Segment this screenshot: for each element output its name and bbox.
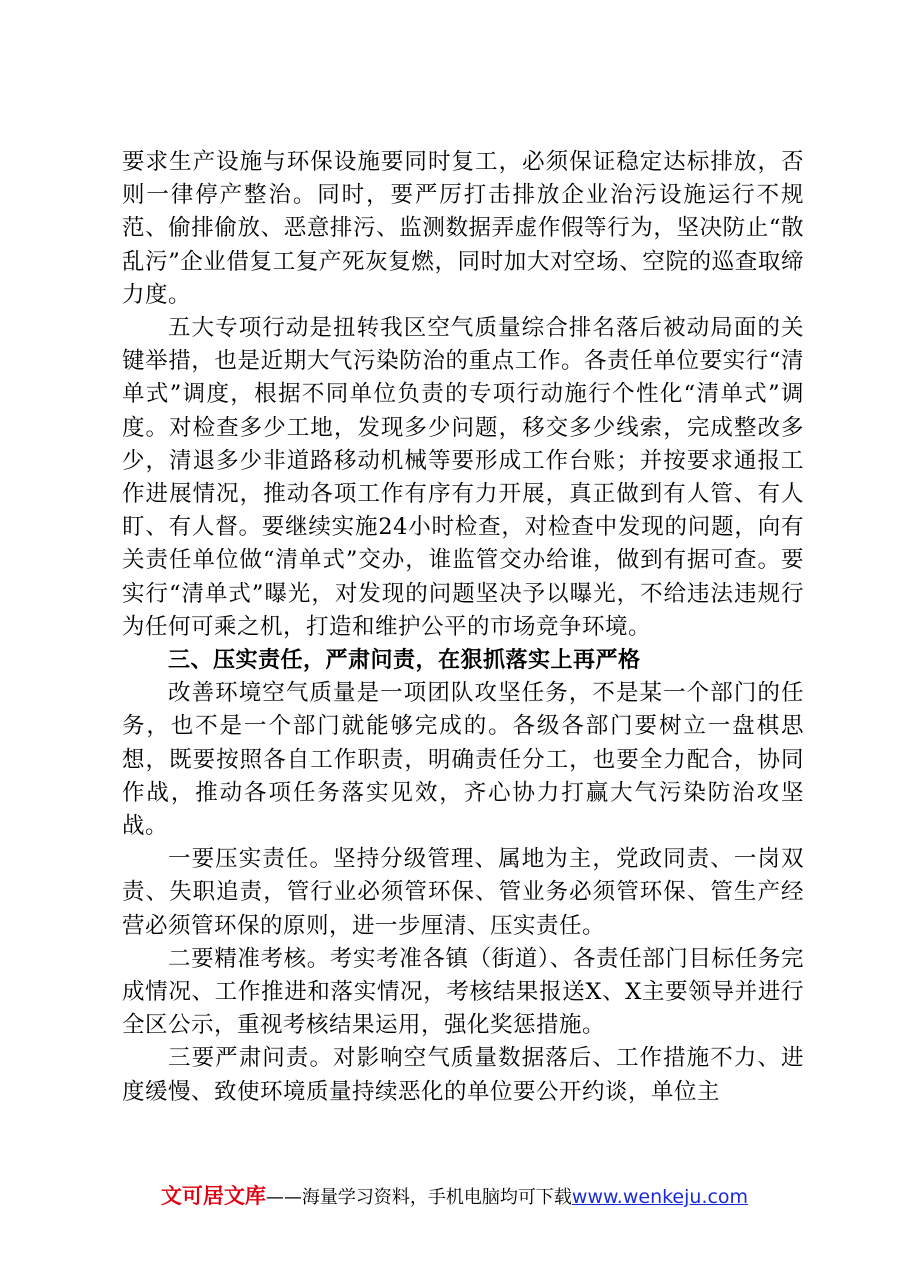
section-heading-3: 三、压实责任，严肃问责，在狠抓落实上再严格 [168,648,641,674]
paragraph-1: 要求生产设施与环保设施要同时复工，必须保证稳定达标排放，否则一律停产整治。同时，要严厉打击排放企业治污设施运行不规范、偷排偷放、恶意排污、监测数据弄虚作假等行为，坚决防止“散乱污”企业借复工复产死灰复燃，同时加大对空场、空院的巡查取缔力度。 [122,149,804,308]
footer-brand: 文可居文库 [160,1184,266,1208]
paragraph-4: 一要压实责任。坚持分级管理、属地为主，党政同责、一岗双责、失职追责，管行业必须管环保、管业务必须管环保、管生产经营必须管环保的原则，进一步厘清、压实责任。 [122,846,804,939]
footer-banner [0,1180,909,1210]
paragraph-6: 三要严肃问责。对影响空气质量数据落后、工作措施不力、进度缓慢、致使环境质量持续恶化的单位要公开约谈，单位主 [122,1045,804,1105]
paragraph-3: 改善环境空气质量是一项团队攻坚任务，不是某一个部门的任务，也不是一个部门就能够完成的。各级各部门要树立一盘棋思想，既要按照各自工作职责，明确责任分工，也要全力配合，协同作战，推动各项任务落实见效，齐心协力打赢大气污染防治攻坚战。 [122,680,804,840]
footer-url-link[interactable]: www.wenkeju.com [571,1186,749,1208]
document-body [122,146,804,1109]
paragraph-5: 二要精准考核。考实考准各镇（街道）、各责任部门目标任务完成情况、工作推进和落实情况，考核结果报送X、X主要领导并进行全区公示，重视考核结果运用，强化奖惩措施。 [122,945,804,1039]
paragraph-2: 五大专项行动是扭转我区空气质量综合排名落后被动局面的关键举措，也是近期大气污染防治的重点工作。各责任单位要实行“清单式”调度，根据不同单位负责的专项行动施行个性化“清单式”调度。对检查多少工地，发现多少问题，移交多少线索，完成整改多少，清退多少非道路移动机械等要形成工作台账；并按要求通报工作进展情况，推动各项工作有序有力开展，真正做到有人管、有人盯、有人督。要继续实施24小时检查，对检查中发现的问题，向有关责任单位做“清单式”交办，谁监管交办给谁，做到有据可查。要实行“清单式”曝光，对发现的问题坚决予以曝光，不给违法违规行为任何可乘之机，打造和维护公平的市场竞争环境。 [122,315,804,640]
footer-tagline: ——海量学习资料，手机电脑均可下载 [265,1187,572,1208]
